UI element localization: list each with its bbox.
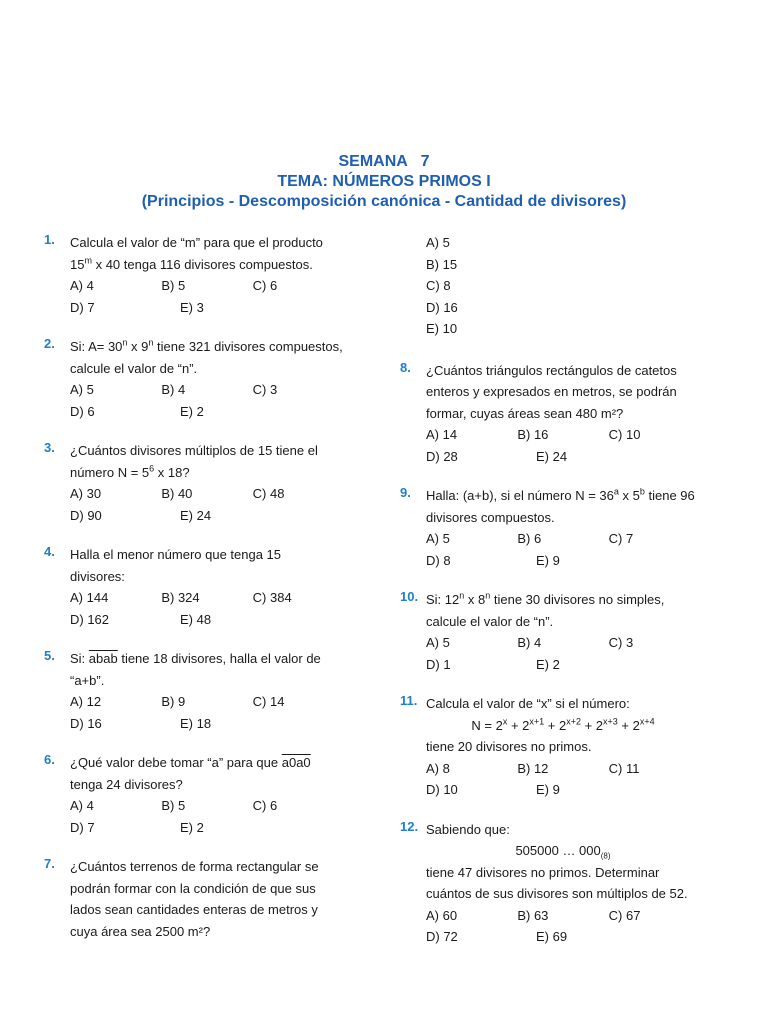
exponent: n: [122, 337, 128, 348]
option-d[interactable]: D) 7: [70, 299, 95, 315]
option-d[interactable]: D) 1: [426, 656, 451, 672]
option-b[interactable]: B) 40: [161, 486, 193, 501]
question-text: tenga 24 divisores?: [70, 776, 183, 792]
options-row: [70, 275, 344, 297]
option-e[interactable]: E) 24: [180, 507, 212, 523]
question-12: [400, 819, 700, 948]
option-e[interactable]: E) 24: [536, 448, 568, 464]
option-d[interactable]: D) 6: [70, 403, 95, 419]
option-a[interactable]: A) 4: [70, 798, 94, 813]
option-b[interactable]: B) 6: [517, 531, 542, 546]
options-row: [426, 926, 700, 948]
option-a[interactable]: A) 4: [70, 278, 94, 293]
option-e[interactable]: E) 18: [180, 715, 212, 731]
option-c[interactable]: C) 11: [608, 760, 640, 776]
question-text: número N = 5: [70, 464, 150, 480]
option-e[interactable]: E) 10: [426, 321, 458, 336]
exponent: 6: [149, 463, 155, 474]
question-9: [400, 485, 700, 571]
question-text: [70, 462, 344, 484]
option-b[interactable]: B) 5: [161, 278, 186, 293]
question-number: 11.: [400, 693, 418, 708]
formula-part: + 2: [544, 717, 567, 733]
question-text: tiene 47 divisores no primos. Determinar: [426, 864, 660, 880]
options-row: [70, 587, 344, 609]
options-row: [70, 379, 344, 401]
options-row: [70, 483, 344, 505]
exponent: b: [639, 486, 645, 497]
page-header: [0, 152, 768, 212]
question-text: lados sean cantidades enteras de metros y: [70, 902, 318, 917]
question-number: 12.: [400, 818, 419, 834]
topic-subtitle: (Principios - Descomposición canónica - Cantidad de divisores): [141, 193, 627, 210]
option-c[interactable]: C) 8: [426, 278, 451, 293]
option-d[interactable]: D) 8: [426, 552, 451, 568]
option-b[interactable]: B) 4: [517, 635, 542, 650]
question-text: tiene 18 divisores, halla el valor de: [117, 651, 321, 666]
week-title: SEMANA 7: [338, 153, 430, 170]
question-text: ¿Cuántos divisores múltiplos de 15 tiene el: [70, 443, 318, 458]
question-text: ¿Cuántos triángulos rectángulos de catetos: [426, 362, 677, 378]
question-text: [426, 589, 700, 611]
options-row: [426, 550, 700, 572]
question-text: x 8: [464, 592, 486, 607]
exponent: n: [148, 337, 154, 348]
exponent: x+2: [566, 716, 581, 727]
question-text: [426, 485, 700, 507]
options-row: [70, 505, 344, 527]
base: 15: [70, 256, 85, 272]
option-d[interactable]: D) 90: [70, 507, 102, 523]
question-6: [44, 752, 344, 838]
question-text: x 9: [127, 339, 149, 354]
question-text: Halla el menor número que tenga 15: [70, 547, 282, 562]
left-column: [44, 232, 344, 960]
exponent: x: [502, 716, 508, 727]
question-number: 3.: [44, 440, 55, 455]
question-number: 7.: [44, 856, 55, 871]
exponent: x+3: [603, 716, 618, 727]
question-11: [400, 693, 700, 801]
option-c[interactable]: C) 6: [252, 798, 278, 813]
option-a[interactable]: A) 60: [426, 907, 458, 923]
options-row: [426, 905, 700, 927]
question-number: 9.: [400, 485, 411, 500]
question-number: 4.: [44, 544, 55, 559]
option-b[interactable]: B) 9: [161, 694, 186, 709]
option-d[interactable]: D) 7: [70, 819, 95, 835]
option-d[interactable]: D) 28: [426, 448, 458, 464]
question-text: “a+b”.: [70, 672, 105, 688]
options-row: [426, 632, 700, 654]
question-text: [70, 336, 344, 358]
question-text: Halla: (a+b), si el número N = 36: [426, 488, 614, 503]
formula-part: + 2: [617, 717, 640, 733]
formula-part: + 2: [580, 717, 604, 733]
question-text: divisores compuestos.: [426, 509, 555, 525]
question-text: podrán formar con la condición de que sus: [70, 880, 316, 896]
option-d[interactable]: D) 16: [426, 299, 458, 315]
question-text: Si: A= 30: [70, 339, 123, 354]
option-e[interactable]: E) 2: [180, 819, 204, 835]
options-row: [70, 817, 344, 839]
option-e[interactable]: E) 48: [180, 611, 212, 627]
options-row: [426, 424, 700, 446]
option-d[interactable]: D) 72: [426, 929, 458, 944]
question-1: [44, 232, 344, 318]
formula-part: + 2: [507, 717, 530, 733]
question-text: x 5: [618, 488, 640, 503]
question-8: [400, 360, 700, 468]
exponent: x+4: [639, 716, 655, 727]
option-d[interactable]: D) 16: [70, 715, 102, 731]
option-a[interactable]: A) 30: [70, 486, 102, 501]
option-e[interactable]: E) 9: [536, 552, 560, 568]
option-c[interactable]: C) 384: [252, 590, 292, 605]
right-column: [400, 232, 700, 966]
question-5: [44, 648, 344, 734]
option-b[interactable]: B) 63: [517, 907, 549, 923]
question-text: ¿Cuántos terrenos de forma rectangular se: [70, 859, 319, 874]
overlined-number: abab: [88, 651, 118, 666]
option-a[interactable]: A) 5: [70, 382, 94, 397]
exponent: a: [613, 486, 619, 497]
options-row: [70, 713, 344, 735]
option-c[interactable]: C) 3: [252, 382, 278, 397]
question-text: cuántos de sus divisores son múltiplos de 52.: [426, 886, 688, 901]
question-text: Si:: [70, 651, 89, 666]
question-3: [44, 440, 344, 526]
option-e[interactable]: E) 2: [536, 656, 560, 672]
question-text: [70, 752, 344, 774]
question-number: 1.: [44, 232, 55, 247]
option-e[interactable]: E) 2: [180, 403, 204, 419]
question-text: calcule el valor de “n”.: [426, 613, 554, 629]
option-b[interactable]: B) 15: [426, 256, 458, 272]
formula-part: 505000 … 000: [515, 843, 601, 858]
exponent: x+1: [529, 716, 545, 727]
option-e[interactable]: E) 9: [536, 782, 560, 797]
option-a[interactable]: A) 5: [426, 235, 450, 250]
option-b[interactable]: B) 16: [517, 427, 549, 442]
option-c[interactable]: C) 14: [252, 694, 285, 709]
options-row: [70, 401, 344, 423]
option-c[interactable]: C) 7: [608, 531, 634, 546]
exponent: m: [84, 255, 92, 266]
question-text: Calcula el valor de “m” para que el producto: [70, 235, 323, 250]
question-7-options: [400, 232, 700, 340]
question-text: ¿Qué valor debe tomar “a” para que: [70, 755, 282, 770]
question-7: [44, 856, 344, 942]
question-text: Sabiendo que:: [426, 821, 510, 837]
question-text: x 40 tenga 116 divisores compuestos.: [91, 256, 313, 272]
question-text: cuya área sea 2500 m²?: [70, 923, 211, 939]
options-row: [426, 758, 700, 780]
options-row: [426, 654, 700, 676]
question-text: divisores:: [70, 568, 125, 584]
option-e[interactable]: E) 69: [536, 929, 568, 944]
question-10: [400, 589, 700, 675]
options-row: [70, 297, 344, 319]
options-row: [70, 691, 344, 713]
formula: [426, 840, 700, 862]
option-a[interactable]: A) 144: [70, 590, 109, 605]
question-number: 2.: [44, 336, 55, 351]
option-b[interactable]: B) 12: [517, 760, 549, 776]
option-c[interactable]: C) 10: [608, 427, 641, 442]
question-text: Si: 12: [426, 592, 460, 607]
question-number: 8.: [400, 359, 411, 375]
option-c[interactable]: C) 6: [252, 278, 278, 293]
question-text: [70, 648, 344, 670]
options-row: [426, 528, 700, 550]
option-e[interactable]: E) 3: [180, 299, 204, 315]
options-row: [70, 609, 344, 631]
question-number: 5.: [44, 648, 55, 663]
base-subscript: (8): [600, 851, 611, 861]
formula-part: N = 2: [471, 717, 503, 733]
overlined-number: a0a0: [281, 755, 311, 770]
option-c[interactable]: C) 48: [252, 486, 285, 501]
option-a[interactable]: A) 8: [426, 760, 450, 776]
question-text: [70, 254, 344, 276]
option-a[interactable]: A) 12: [70, 694, 102, 709]
option-d[interactable]: D) 162: [70, 611, 110, 627]
question-2: [44, 336, 344, 422]
topic-title: TEMA: NÚMEROS PRIMOS I: [277, 173, 491, 190]
option-b[interactable]: B) 4: [161, 382, 186, 397]
question-text: Calcula el valor de “x” si el número:: [426, 696, 630, 711]
question-number: 10.: [400, 589, 419, 604]
option-d[interactable]: D) 10: [426, 782, 458, 797]
formula: [426, 715, 700, 737]
options-row: [426, 446, 700, 468]
question-text: tiene 321 divisores compuestos,: [153, 339, 343, 354]
question-text: tiene 96: [644, 488, 695, 503]
question-text: formar, cuyas áreas sean 480 m²?: [426, 405, 624, 421]
options-row: [426, 779, 700, 801]
exponent: n: [459, 590, 465, 601]
option-c[interactable]: C) 3: [608, 635, 634, 650]
question-4: [44, 544, 344, 630]
question-text: x 18?: [154, 464, 190, 480]
question-text: calcule el valor de “n”.: [70, 360, 198, 376]
question-text: enteros y expresados en metros, se podrán: [426, 384, 677, 399]
option-a[interactable]: A) 14: [426, 427, 458, 442]
option-a[interactable]: A) 5: [426, 531, 450, 546]
question-number: 6.: [44, 752, 55, 767]
options-row: [70, 795, 344, 817]
option-a[interactable]: A) 5: [426, 635, 450, 650]
option-c[interactable]: C) 67: [608, 907, 641, 923]
question-text: tiene 30 divisores no simples,: [490, 592, 665, 607]
option-b[interactable]: B) 5: [161, 798, 186, 813]
question-text: tiene 20 divisores no primos.: [426, 739, 592, 754]
option-b[interactable]: B) 324: [161, 590, 200, 605]
exponent: n: [485, 590, 491, 601]
